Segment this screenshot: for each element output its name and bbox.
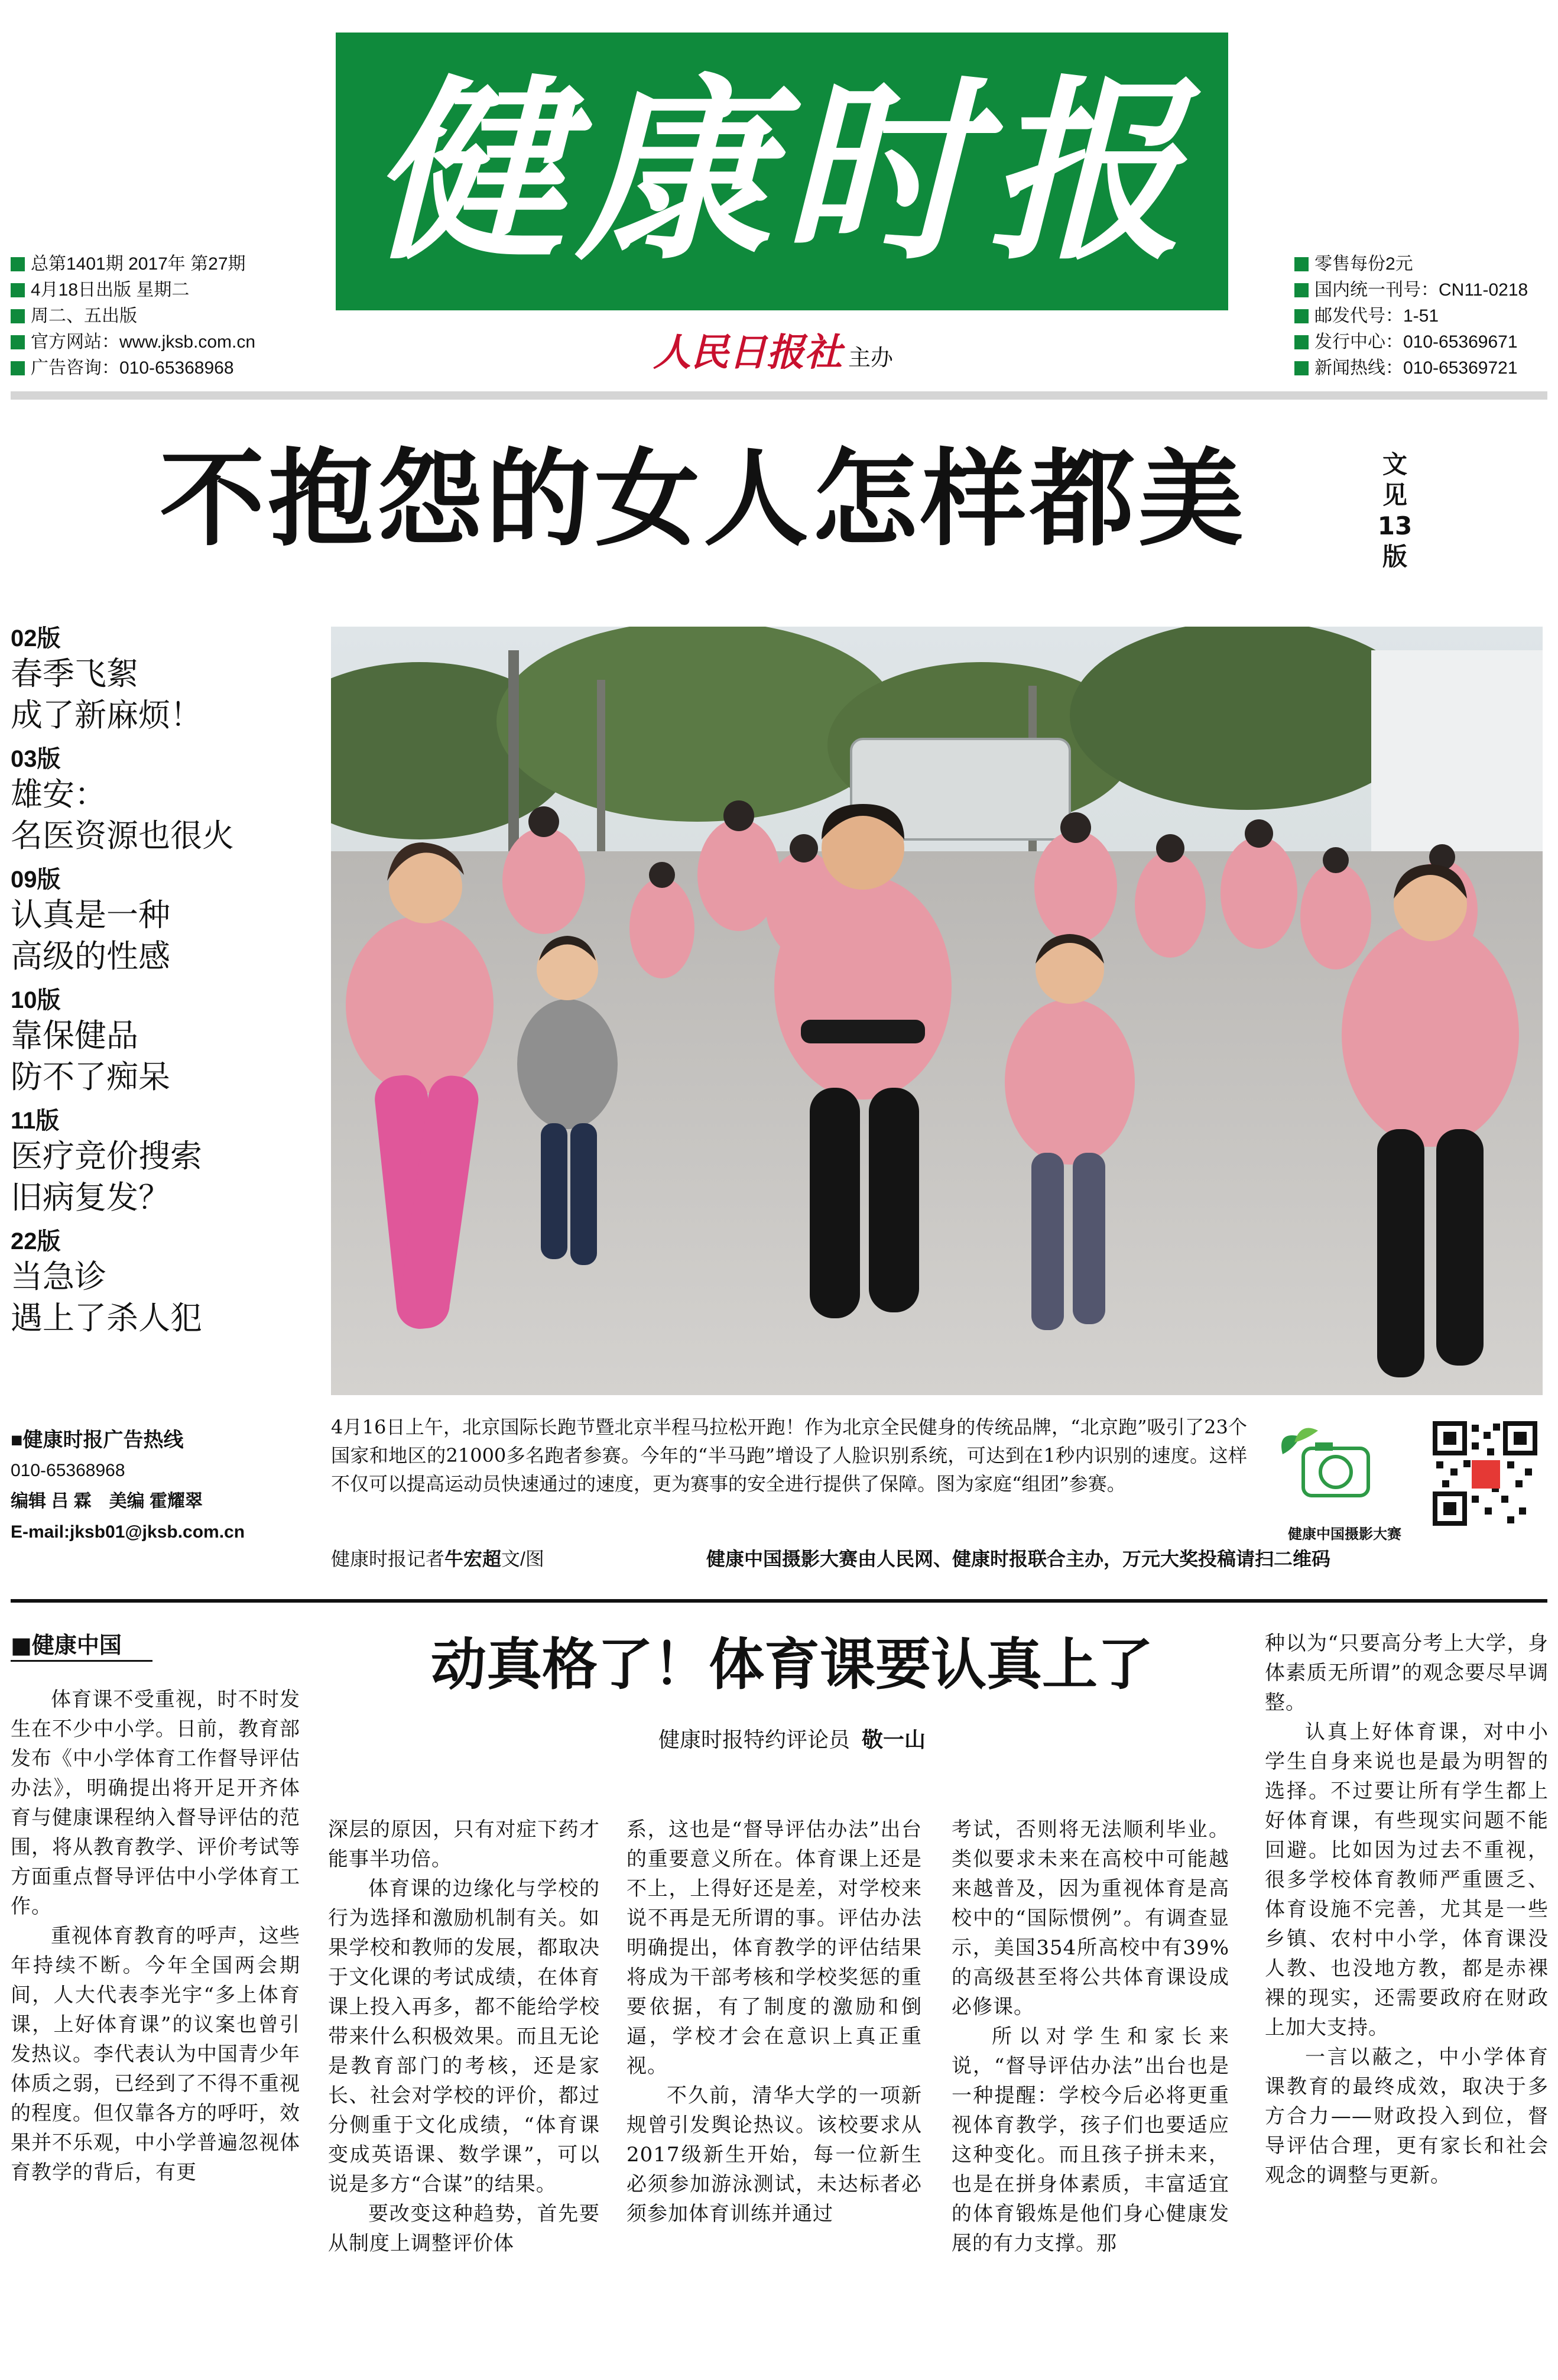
masthead-title: 健康时报 — [371, 57, 1193, 286]
toc-title-line: 雄安： — [11, 777, 106, 812]
issue-info-item: 官方网站：www.jksb.com.cn — [11, 329, 255, 355]
ad-title: ■健康时报广告热线 — [11, 1429, 184, 1451]
toc-title-line: 当急诊 — [11, 1259, 106, 1295]
paragraph: 体育课不受重视，时不时发生在不少中小学。日前，教育部发布《中小学体育工作督导评估办法》，明确提出将开足开齐体育与健康课程纳入督导评估的范围，将从教育教学、评价考试等方面重点督导评估中小学体育工作。 — [11, 1688, 300, 1918]
issue-info — [11, 251, 255, 381]
article-column-2 — [328, 1815, 600, 2258]
toc-title-line: 成了新麻烦！ — [11, 698, 202, 733]
paragraph: 体育课的边缘化与学校的行为选择和激励机制有关。如果学校和教师的发展，都取决于文化课的考试成绩，在体育课上投入再多，都不能给学校带来什么积极效果。而且无论是教育部门的考核，还是家长、社会对学校的评价，都过分侧重于文化成绩，“体育课变成英语课、数学课”，可以说是多方“合谋”的结果。 — [328, 1877, 600, 2196]
photo-credit: 健康时报记者牛宏超文/图 — [331, 1548, 544, 1570]
section-label: ■健康中国 — [11, 1632, 122, 1658]
marathon-runners-photo — [331, 627, 1543, 1395]
sponsor-text: 主办 — [848, 346, 894, 371]
toc-title-line: 防不了痴呆 — [11, 1059, 170, 1095]
price-info-item: 零售每份2元 — [1294, 251, 1528, 277]
toc-title-line: 名医资源也很火 — [11, 818, 234, 854]
toc-title-line: 靠保健品 — [11, 1018, 138, 1053]
toc-page: 03版 — [11, 746, 61, 772]
article-column-3 — [627, 1815, 922, 2229]
section-divider — [11, 1599, 1547, 1603]
article-column-1 — [11, 1685, 300, 2187]
toc-title-line: 认真是一种 — [11, 897, 170, 933]
toc-entry[interactable] — [11, 1227, 324, 1339]
issue-info-item: 周二、五出版 — [11, 303, 255, 329]
top-divider — [11, 391, 1547, 400]
paragraph: 系，这也是“督导评估办法”出台的重要意义所在。体育课上还是不上，上得好还是差，对学校来说不再是无所谓的事。评估办法明确提出，体育教学的评估结果将成为干部考核和学校奖惩的重要依据，有了制度的激励和倒逼，学校才会在意识上真正重视。 — [627, 1818, 922, 2078]
contest-note: 健康中国摄影大赛由人民网、健康时报联合主办，万元大奖投稿请扫二维码 — [706, 1548, 1331, 1570]
price-info-item: 新闻热线：010-65369721 — [1294, 355, 1528, 381]
price-info-item: 国内统一刊号：CN11-0218 — [1294, 277, 1528, 303]
issue-info-item: 4月18日出版 星期二 — [11, 277, 255, 303]
article-column-4 — [952, 1815, 1229, 2258]
paragraph: 不久前，清华大学的一项新规曾引发舆论热议。该校要求从2017级新生开始，每一位新生必须参加游泳测试，未达标者必须参加体育训练并通过 — [627, 2084, 922, 2226]
ad-email[interactable]: E-mail:jksb01@jksb.com.cn — [11, 1522, 245, 1542]
ad-box — [11, 1425, 318, 1548]
price-info-item: 邮发代号：1-51 — [1294, 303, 1528, 329]
article-column-5 — [1265, 1629, 1549, 2190]
paragraph: 所以对学生和家长来说，“督导评估办法”出台也是一种提醒：学校今后必将更重视体育教学，孩子们也要适应这种变化。而且孩子拼未来，也是在拼身体素质，丰富适宜的体育锻炼是他们身心健康发展的有力支撑。那 — [952, 2025, 1229, 2255]
price-info — [1294, 251, 1528, 381]
paragraph: 重视体育教育的呼声，这些年持续不断。今年全国两会期间，人大代表李光宇“多上体育课，上好体育课”的议案也曾引发热议。李代表认为中国青少年体质之弱，已经到了不得不重视的程度。但仅靠各方的呼吁，效果并不乐观，中小学普遍忽视体育教学的背后，有更 — [11, 1924, 300, 2184]
paragraph: 一言以蔽之，中小学体育课教育的最终成效，取决于多方合力——财政投入到位，督导评估合理，更有家长和社会观念的调整与更新。 — [1265, 2045, 1549, 2187]
contest-label: 健康中国摄影大赛 — [1288, 1526, 1401, 1542]
qr-code-icon[interactable] — [1430, 1419, 1540, 1528]
paragraph: 要改变这种趋势，首先要从制度上调整评价体 — [328, 2202, 600, 2255]
lead-headline[interactable]: 不抱怨的女人怎样都美 — [160, 437, 1247, 560]
paragraph: 种以为“只要高分考上大学，身体素质无所谓”的观念要尽早调整。 — [1265, 1632, 1549, 1714]
toc-page: 02版 — [11, 625, 61, 651]
article-byline: 健康时报特约评论员 敬一山 — [658, 1727, 926, 1752]
toc-title-line: 高级的性感 — [11, 939, 170, 974]
sponsor-logo: 人民日报社 — [653, 330, 842, 375]
paragraph: 认真上好体育课，对中小学生自身来说也是最为明智的选择。不过要让所有学生都上好体育课，有些现实问题不能回避。比如因为过去不重视，很多学校体育教师严重匮乏、体育设施不完善，尤其是一些乡镇、农村中小学，体育课没人教、也没地方教，都是赤裸裸的现实，还需要政府在财政上加大支持。 — [1265, 1720, 1549, 2039]
price-info-item: 发行中心：010-65369671 — [1294, 329, 1528, 355]
article-title[interactable]: 动真格了！体育课要认真上了 — [430, 1632, 1153, 1697]
issue-info-item: 广告咨询：010-65368968 — [11, 355, 255, 381]
toc-title-line: 遇上了杀人犯 — [11, 1301, 202, 1336]
toc-entry[interactable] — [11, 985, 324, 1098]
camera-icon — [1271, 1419, 1383, 1522]
toc-entry[interactable] — [11, 1106, 324, 1218]
toc-title-line: 医疗竞价搜索 — [11, 1139, 202, 1174]
paragraph: 深层的原因，只有对症下药才能事半功倍。 — [328, 1818, 600, 1871]
ad-phone: 010-65368968 — [11, 1461, 125, 1480]
toc-title-line: 春季飞絮 — [11, 656, 138, 692]
toc-page: 11版 — [11, 1108, 60, 1134]
paragraph: 考试，否则将无法顺利毕业。类似要求未来在高校中可能越来越普及，因为重视体育是高校中的“国际惯例”。有调查显示，美国354所高校中有39%的高级甚至将公共体育课设成必修课。 — [952, 1818, 1229, 2019]
masthead — [336, 33, 1228, 310]
sponsor — [653, 322, 893, 377]
photo-caption: 4月16日上午，北京国际长跑节暨北京半程马拉松开跑！作为北京全民健身的传统品牌，“北京跑”吸引了23个国家和地区的21000多名跑者参赛。今年的“半马跑”增设了人脸识别系统，可达到在1秒内识别的速度。这样不仅可以提高运动员快速通过的速度，更为赛事的安全进行提供了保障。图为家庭“组团”参赛。 — [331, 1416, 1247, 1495]
toc-page: 22版 — [11, 1228, 61, 1254]
headline-page-ref: 文见13版 — [1377, 450, 1413, 571]
ad-editors: 编辑 吕 霖 美编 霍耀翠 — [11, 1491, 203, 1511]
toc-page: 10版 — [11, 987, 61, 1013]
toc-entry[interactable] — [11, 865, 324, 977]
toc-title-line: 旧病复发？ — [11, 1180, 170, 1215]
section-label-underline — [11, 1660, 152, 1662]
toc-page: 09版 — [11, 867, 61, 893]
issue-info-item: 总第1401期 2017年 第27期 — [11, 251, 255, 277]
toc-entry[interactable] — [11, 624, 324, 736]
table-of-contents — [11, 624, 324, 1347]
toc-entry[interactable] — [11, 744, 324, 857]
lead-photo — [331, 627, 1543, 1395]
